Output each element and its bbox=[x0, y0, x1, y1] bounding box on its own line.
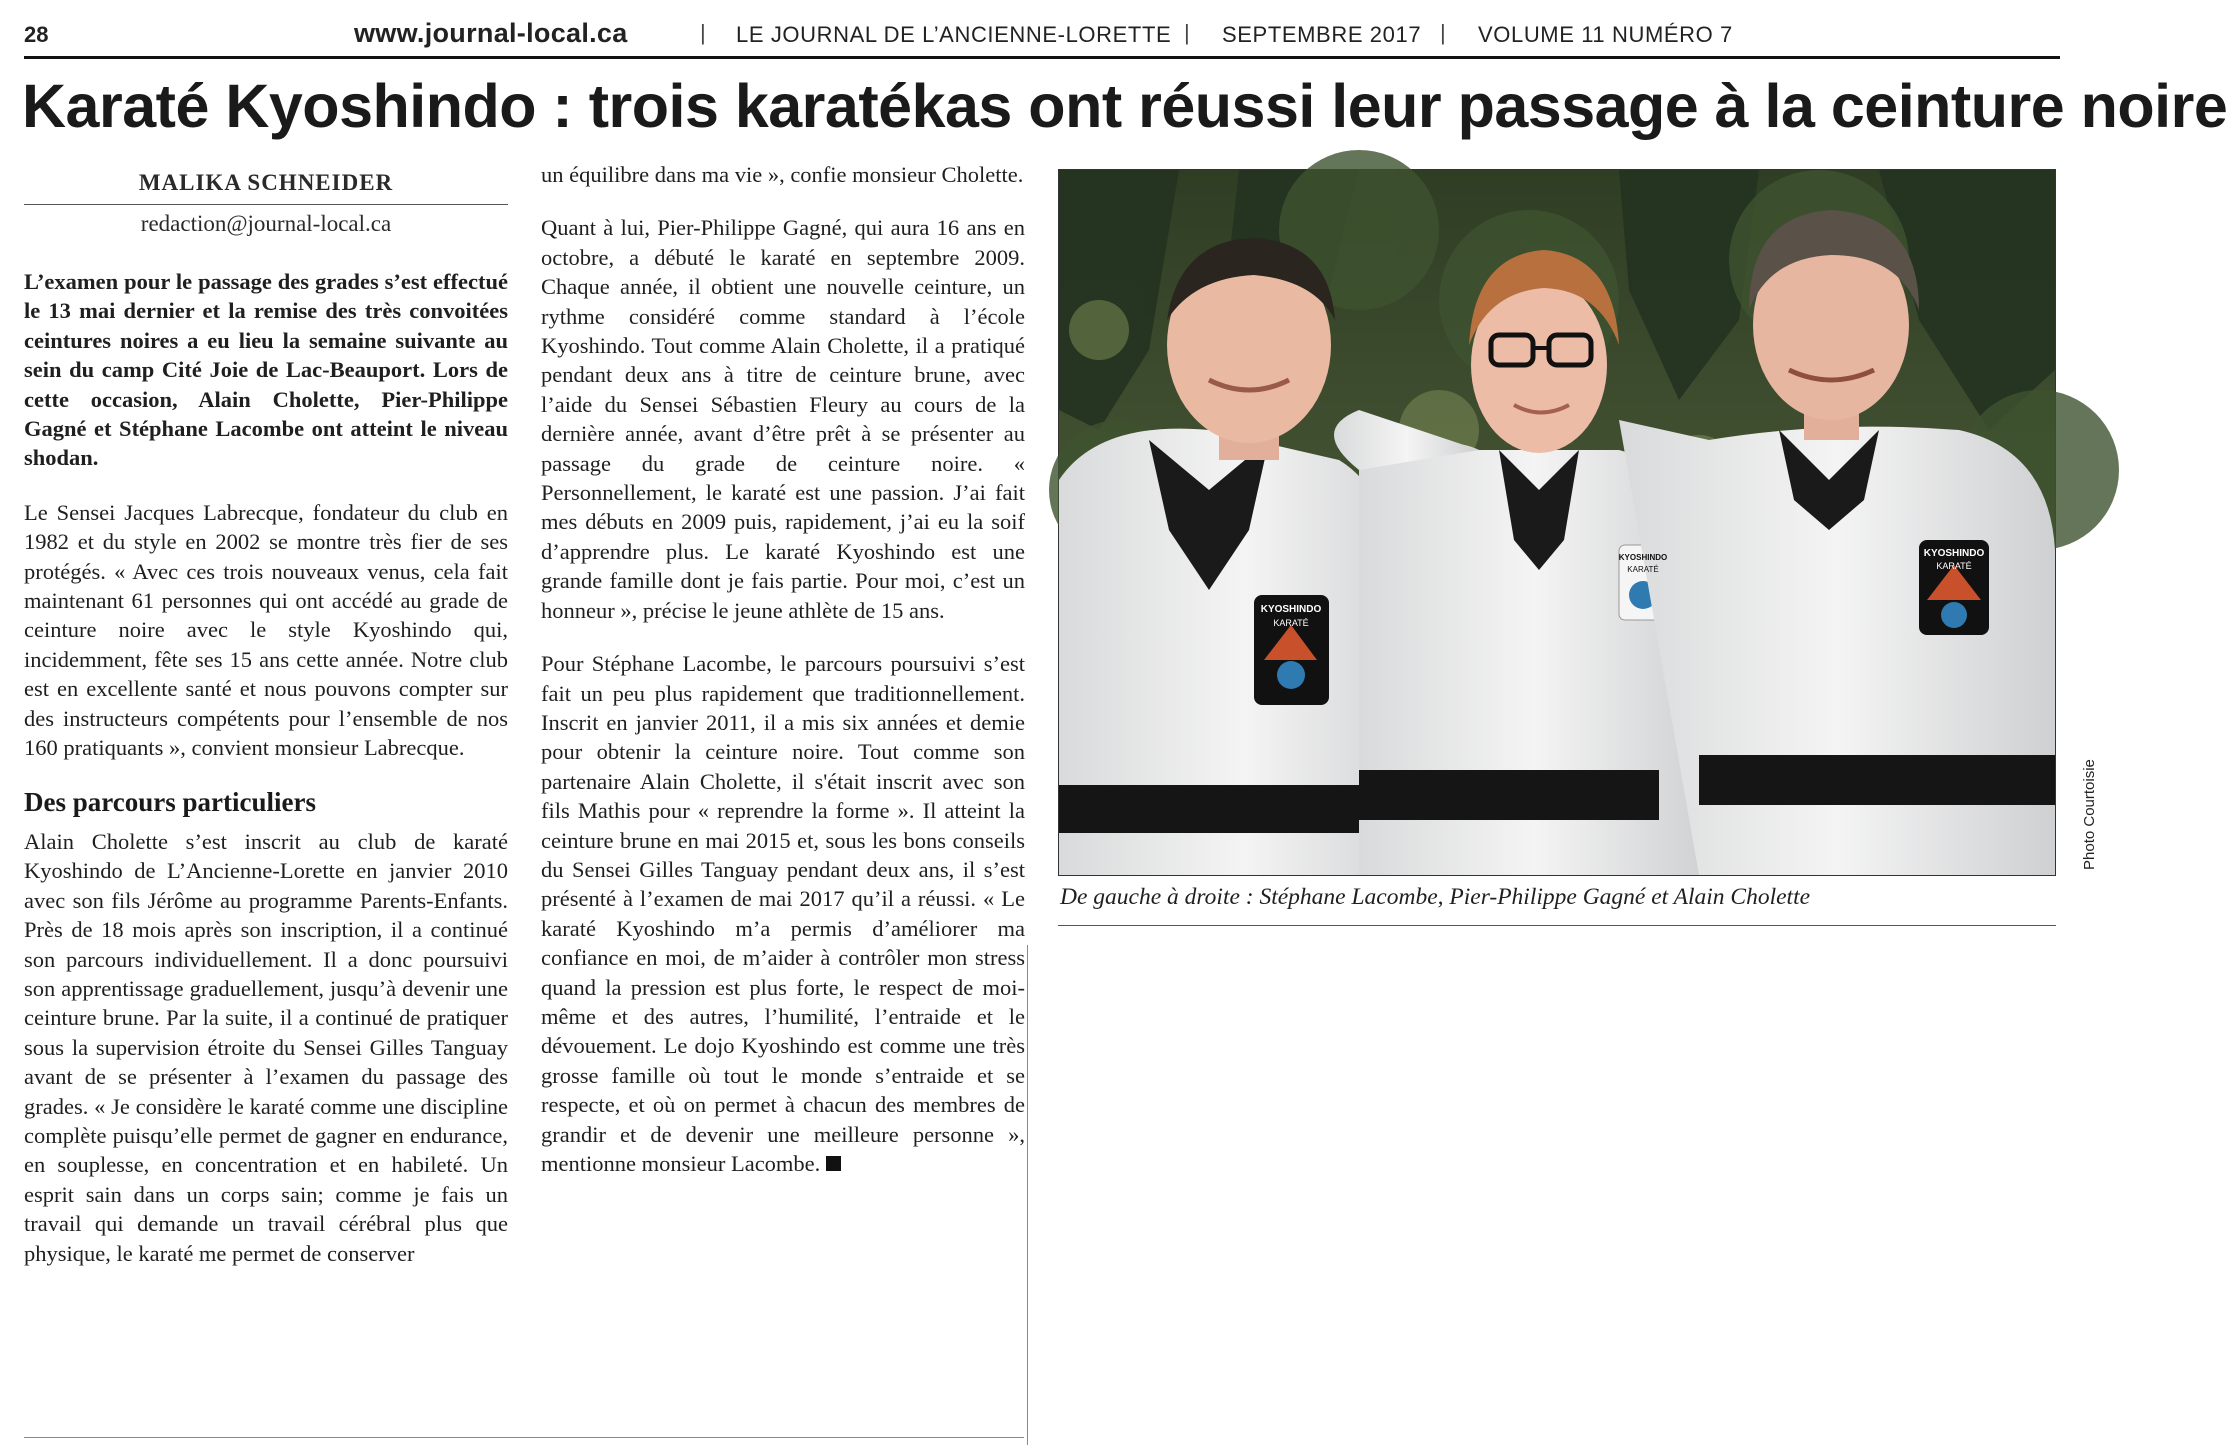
header-separator: | bbox=[1440, 20, 1446, 45]
header-separator: | bbox=[1184, 20, 1190, 45]
page-number: 28 bbox=[24, 22, 49, 47]
end-mark-icon bbox=[826, 1156, 841, 1171]
byline-divider bbox=[24, 204, 508, 205]
site-url[interactable]: www.journal-local.ca bbox=[354, 18, 628, 48]
issue-date: SEPTEMBRE 2017 bbox=[1222, 22, 1422, 47]
article-column-1 bbox=[24, 267, 508, 1268]
author-email[interactable]: redaction@journal-local.ca bbox=[140, 211, 392, 236]
caption-divider bbox=[1058, 925, 2056, 926]
article-paragraph: Le Sensei Jacques Labrecque, fondateur du club en 1982 et du style en 2002 se montre très fier de ses protégés. « Avec ces trois nouveaux venus, cela fait maintenant 61 personnes qui ont accédé au grade de ceinture noire avec le style Kyoshindo qui, incidemment, fête ses 15 ans cette année. Notre club est en excellente santé et nous pouvons compter sur des instructeurs compétents pour l’ensemble de nos 160 pratiquants », convient monsieur Labrecque. bbox=[24, 499, 508, 761]
article-lead: L’examen pour le passage des grades s’est effectué le 13 mai dernier et la remise des très convoitées ceintures noires a eu lieu la semaine suivante au sein du camp Cité Joie de Lac-Beauport. Lors de cette occasion, Alain Cholette, Pier-Philippe Gagné et Stéphane Lacombe ont atteint le niveau shodan. bbox=[24, 269, 508, 471]
patch-text-middle: KYOSHINDO bbox=[1618, 553, 1668, 562]
column-divider bbox=[1027, 945, 1028, 1445]
header-separator: | bbox=[700, 20, 706, 45]
article-paragraph-final bbox=[541, 649, 1025, 1178]
article-paragraph-text: Pour Stéphane Lacombe, le parcours poursuivi s’est fait un peu plus rapidement que traditionnellement. Inscrit en janvier 2011, il a mis six années et demie pour obtenir la ceinture noire. Tout comme son partenaire Alain Cholette, il s'était inscrit avec son fils Mathis pour « reprendre la forme ». Il atteint la ceinture brune en mai 2015 et, sous les bons conseils du Sensei Gilles Tanguay pendant deux ans, il s’est présenté à l’examen de mai 2017 qu’il a réussi. « Le karaté Kyoshindo m’a permis d’améliorer ma confiance en moi, de m’aider à contrôler mon stress quand la pression est plus forte, le respect de moi-même et des autres, l’humilité, l’entraide et le dévouement. Le dojo Kyoshindo est comme une très grosse famille où tout le monde s’entraide et se respecte, et où on permet à chacun des membres de grandir et de devenir une meilleure personne », mentionne monsieur Lacombe. bbox=[541, 651, 1025, 1176]
patch-text-left: KYOSHINDO bbox=[1260, 604, 1322, 615]
article-headline: Karaté Kyoshindo : trois karatékas ont réussi leur passage à la ceinture noire bbox=[22, 72, 2227, 140]
article-subheading: Des parcours particuliers bbox=[24, 786, 316, 817]
article-paragraph-continued: un équilibre dans ma vie », confie monsieur Cholette. bbox=[541, 162, 1024, 187]
patch-text-right: KYOSHINDO bbox=[1923, 548, 1985, 559]
article-paragraph: Alain Cholette s’est inscrit au club de karaté Kyoshindo de L’Ancienne-Lorette en janvier 2010 avec son fils Jérôme au programme Parents-Enfants. Près de 18 mois après son inscription, il a continué son parcours individuellement. Il a donc poursuivi son apprentissage graduellement, jusqu’à devenir une ceinture brune. Par la suite, il a continué de pratiquer sous la supervision étroite du Sensei Gilles Tanguay avant de se présenter à l’examen du passage des grades. « Je considère le karaté comme une discipline complète puisqu’elle permet de gagner en endurance, en souplesse, en concentration et en habileté. Un esprit sain dans un corps sain; comme je fais un travail qui demande un travail cérébral plus que physique, le karaté me permet de conserver bbox=[24, 828, 508, 1266]
patch-subtext-left: KARATÉ bbox=[1273, 618, 1309, 628]
author-byline: MALIKA SCHNEIDER bbox=[138, 170, 394, 195]
photo-credit: Photo Courtoisie bbox=[2081, 759, 2098, 870]
article-paragraph: Quant à lui, Pier-Philippe Gagné, qui aura 16 ans en octobre, a débuté le karaté en septembre 2009. Chaque année, il obtient une nouvelle ceinture, un rythme considéré comme standard à l’école Kyoshindo. Tout comme Alain Cholette, il a pratiqué pendant deux ans à titre de ceinture brune, avec l’aide du Sensei Sébastien Fleury au cours de la dernière année, avant d’être prêt à se présenter au passage du grade de ceinture noire. « Personnellement, le karaté est une passion. J’ai fait mes débuts en 2009 puis, rapidement, j’ai eu la soif d’apprendre plus. Le karaté Kyoshindo est une grande famille dont je fais partie. Pour moi, c’est un honneur », précise le jeune athlète de 15 ans. bbox=[541, 215, 1025, 623]
patch-subtext-middle: KARATÉ bbox=[1627, 565, 1659, 574]
patch-subtext-right: KARATÉ bbox=[1936, 561, 1972, 571]
page-header bbox=[24, 14, 2060, 54]
article-photo bbox=[1058, 169, 2056, 876]
photo-caption: De gauche à droite : Stéphane Lacombe, Pier-Philippe Gagné et Alain Cholette bbox=[1060, 884, 1811, 910]
issue-volume: VOLUME 11 NUMÉRO 7 bbox=[1478, 22, 1733, 47]
bottom-rule bbox=[24, 1437, 1024, 1438]
photo-karatekas-illustration bbox=[1059, 170, 2055, 875]
header-rule bbox=[24, 56, 2060, 59]
publication-name: LE JOURNAL DE L’ANCIENNE-LORETTE bbox=[736, 22, 1172, 47]
article-column-2 bbox=[541, 160, 1025, 1178]
